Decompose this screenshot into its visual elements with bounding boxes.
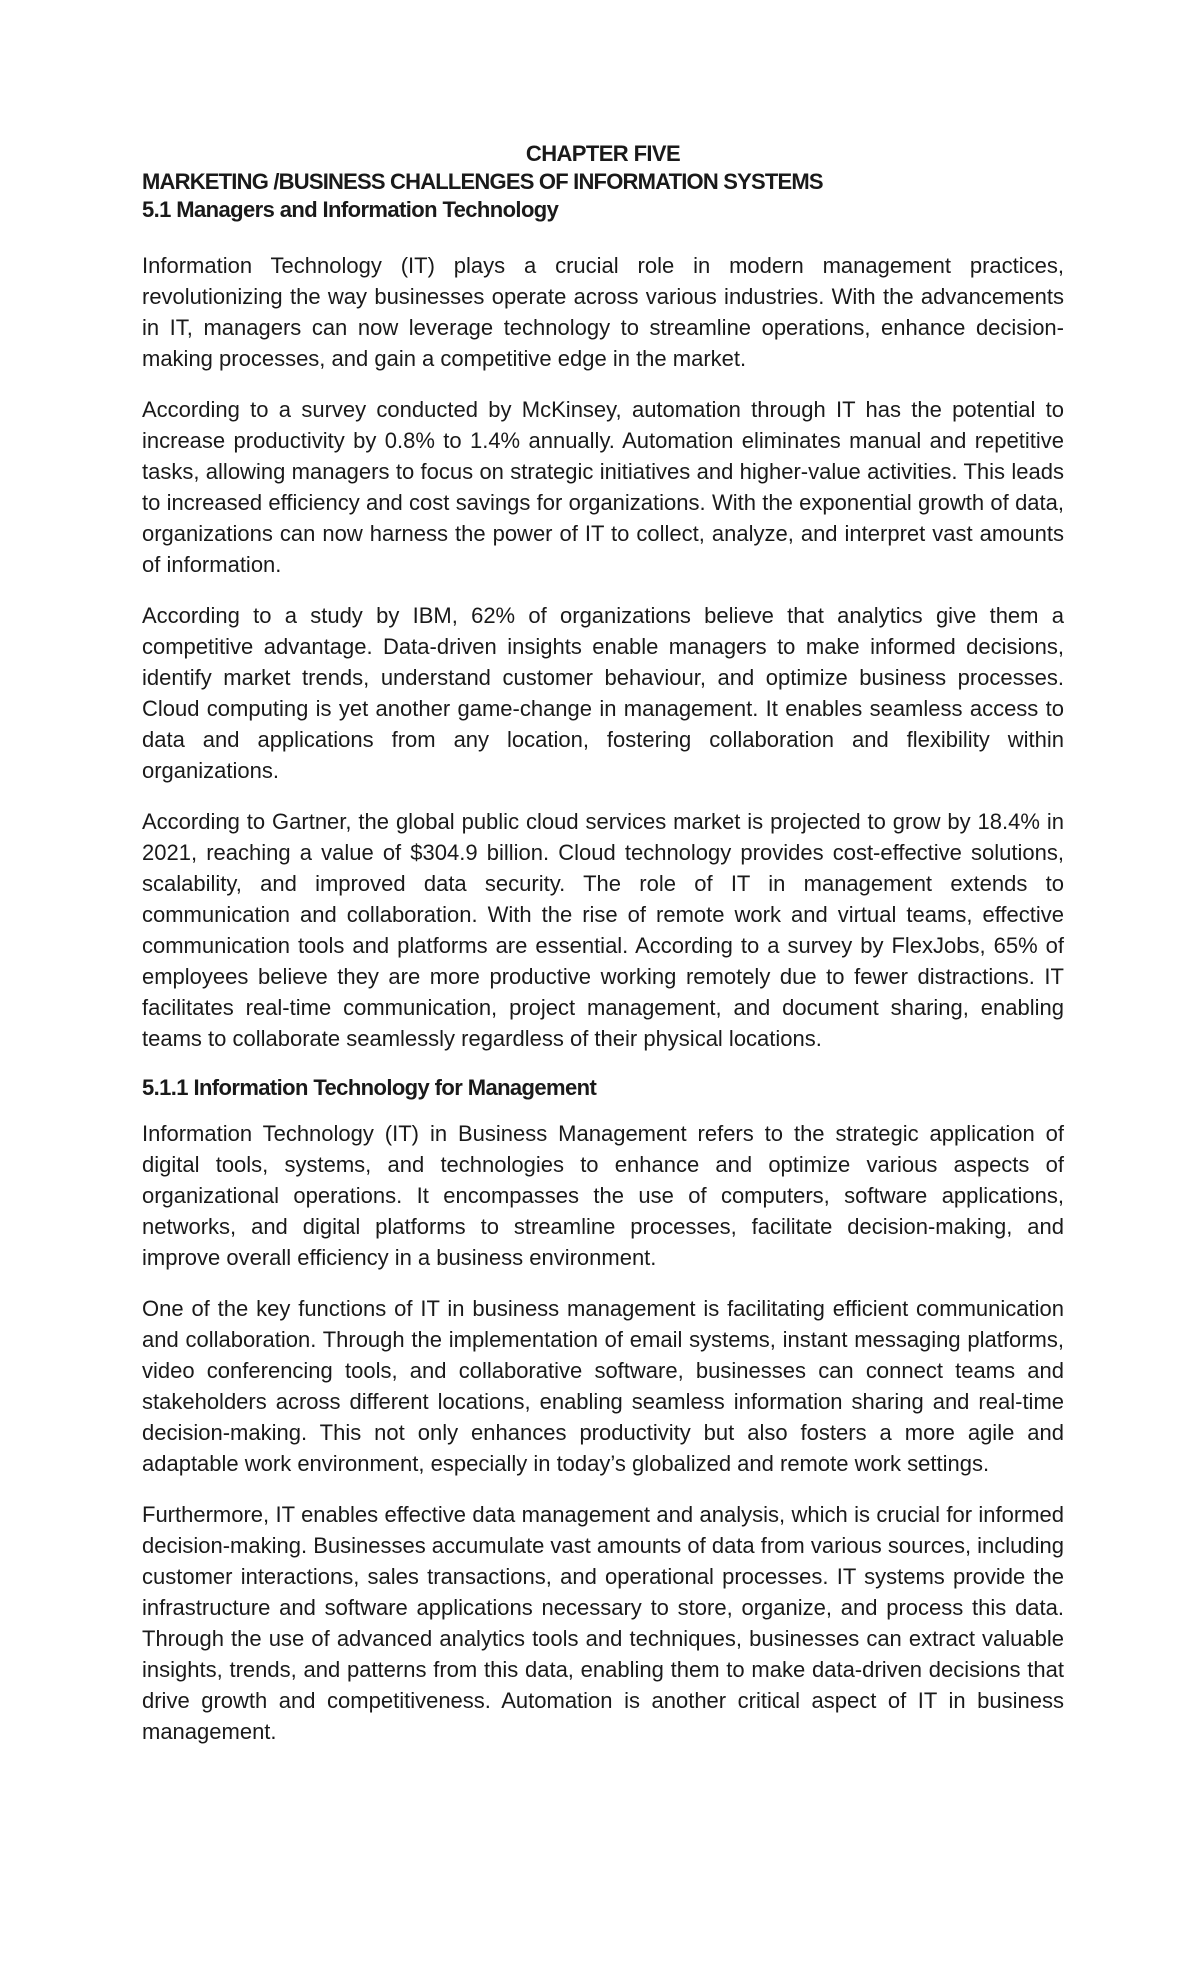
chapter-title: CHAPTER FIVE: [525, 141, 681, 166]
paragraph: Information Technology (IT) plays a crucial role in modern management practices, revolutionizing the way businesses operate across various industries. With the advancements in IT, managers can now leverage technology to streamline operations, enhance decision-making processes, and gain a competitive edge in the market.: [142, 253, 1064, 371]
section-heading: 5.1 Managers and Information Technology: [142, 197, 559, 222]
paragraph: According to Gartner, the global public cloud services market is projected to grow by 18.4% in 2021, reaching a value of $304.9 billion. Cloud technology provides cost-effective solutions, scalability, and improved data security. The role of IT in management extends to communication and collaboration. With the rise of remote work and virtual teams, effective communication tools and platforms are essential. According to a survey by FlexJobs, 65% of employees believe they are more productive working remotely due to fewer distractions. IT facilitates real-time communication, project management, and document sharing, enabling teams to collaborate seamlessly regardless of their physical locations.: [142, 809, 1064, 1051]
paragraph: Information Technology (IT) in Business Management refers to the strategic application of digital tools, systems, and technologies to enhance and optimize various aspects of organizational operations. It encompasses the use of computers, software applications, networks, and digital platforms to streamline processes, facilitate decision-making, and improve overall efficiency in a business environment.: [142, 1121, 1064, 1270]
paragraph: One of the key functions of IT in business management is facilitating efficient communication and collaboration. Through the implementation of email systems, instant messaging platforms, video conferencing tools, and collaborative software, businesses can connect teams and stakeholders across different locations, enabling seamless information sharing and real-time decision-making. This not only enhances productivity but also fosters a more agile and adaptable work environment, especially in today’s globalized and remote work settings.: [142, 1296, 1064, 1476]
paragraph: Furthermore, IT enables effective data management and analysis, which is crucial for informed decision-making. Businesses accumulate vast amounts of data from various sources, including customer interactions, sales transactions, and operational processes. IT systems provide the infrastructure and software applications necessary to store, organize, and process this data. Through the use of advanced analytics tools and techniques, businesses can extract valuable insights, trends, and patterns from this data, enabling them to make data-driven decisions that drive growth and competitiveness. Automation is another critical aspect of IT in business management.: [142, 1502, 1065, 1744]
subsection-heading: 5.1.1 Information Technology for Management: [142, 1075, 597, 1100]
paragraph: According to a study by IBM, 62% of organizations believe that analytics give them a competitive advantage. Data-driven insights enable managers to make informed decisions, identify market trends, understand customer behaviour, and optimize business processes. Cloud computing is yet another game-change in management. It enables seamless access to data and applications from any location, fostering collaboration and flexibility within organizations.: [142, 603, 1064, 783]
paragraph: According to a survey conducted by McKinsey, automation through IT has the potential to increase productivity by 0.8% to 1.4% annually. Automation eliminates manual and repetitive tasks, allowing managers to focus on strategic initiatives and higher-value activities. This leads to increased efficiency and cost savings for organizations. With the exponential growth of data, organizations can now harness the power of IT to collect, analyze, and interpret vast amounts of information.: [142, 397, 1064, 577]
chapter-subtitle: MARKETING /BUSINESS CHALLENGES OF INFORMATION SYSTEMS: [142, 169, 823, 194]
page-content: [142, 140, 1064, 1767]
